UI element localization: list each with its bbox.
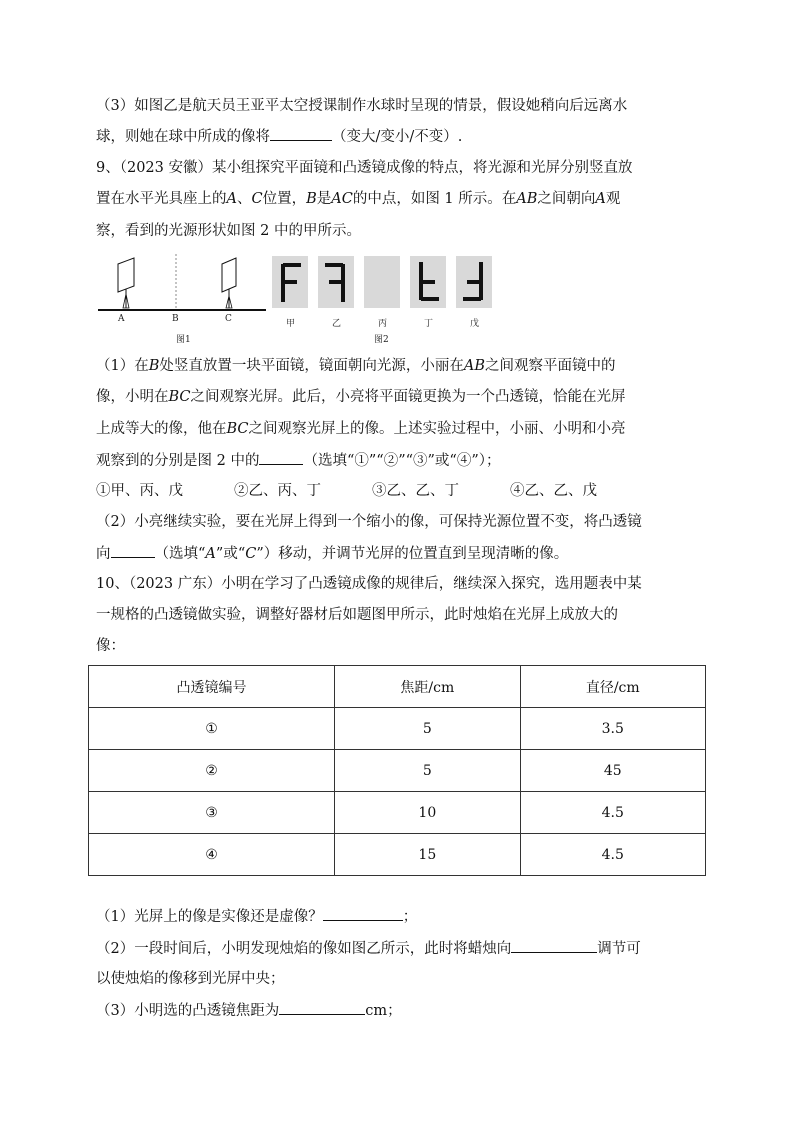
q9-var-ab: AB <box>463 358 486 374</box>
fig2-shape-bing <box>364 256 400 308</box>
fig1-label-b: B <box>172 314 179 324</box>
q10-1-text: （1）光屏上的像是实像还是虚像？ <box>96 909 323 925</box>
fig1-caption: 图1 <box>176 335 191 345</box>
q10-2-text: 调节可 <box>597 941 641 957</box>
q9-1-line1 <box>96 356 706 376</box>
fig2-label-ding: 丁 <box>424 319 434 329</box>
fig1-label-a: A <box>118 314 125 324</box>
fig2-shape-jia <box>272 256 308 308</box>
q9-text: 是 <box>316 191 332 207</box>
q9-1-text: 之间观察光屏上的像。上述实验过程中，小丽、小明和小亮 <box>248 421 626 437</box>
fig1-label-c: C <box>225 314 232 324</box>
q9-var-bc: BC <box>226 421 249 437</box>
q8-3-text-a: 球，则她在球中所成的像将 <box>96 129 270 145</box>
answer-blank-q10-3[interactable] <box>279 1000 365 1015</box>
q9-text: 位置， <box>262 191 307 207</box>
q10-2-line2: 以使烛焰的像移到光屏中央； <box>96 971 285 987</box>
table-cell: ③ <box>89 792 335 834</box>
q9-2-text: ”）移动，并调节光屏的位置直到呈现清晰的像。 <box>256 546 569 562</box>
answer-blank-q10-1[interactable] <box>323 906 403 921</box>
q9-2-line2 <box>96 543 706 564</box>
table-cell: 4.5 <box>520 792 705 834</box>
q10-3-text: （3）小明选的凸透镜焦距为 <box>96 1003 280 1019</box>
q9-var-a: A <box>205 546 216 562</box>
q10-3 <box>96 1000 706 1021</box>
q9-1-text: （1）在 <box>96 358 149 374</box>
option-1: ①甲、丙、戊 <box>96 483 183 499</box>
q9-1-text: 观察到的分别是图 2 中的 <box>96 453 260 469</box>
q9-1-text: 处竖直放置一块平面镜，镜面朝向光源，小丽在 <box>159 358 464 374</box>
fig2-label-jia: 甲 <box>286 319 296 329</box>
table-cell: 5 <box>335 708 520 750</box>
q10-line1: 10、（2023 广东）小明在学习了凸透镜成像的规律后，继续深入探究，选用题表中某 <box>96 576 642 592</box>
table-cell: 3.5 <box>520 708 705 750</box>
q9-line1: 9、（2023 安徽）某小组探究平面镜和凸透镜成像的特点，将光源和光屏分别竖直放 <box>96 160 633 176</box>
q9-2-line1: （2）小亮继续实验，要在光屏上得到一个缩小的像，可保持光源位置不变，将凸透镜 <box>96 514 642 530</box>
table-cell: ② <box>89 750 335 792</box>
fig2-label-bing: 丙 <box>378 319 388 329</box>
q10-line3: 像： <box>96 638 125 654</box>
table-cell: 5 <box>335 750 520 792</box>
option-3: ③乙、乙、丁 <box>372 483 459 499</box>
q9-var-ac: AC <box>331 191 353 207</box>
q10-line2: 一规格的凸透镜做实验，调整好器材后如题图甲所示，此时烛焰在光屏上成放大的 <box>96 607 618 623</box>
lens-spec-table <box>88 665 706 876</box>
table-cell: ④ <box>89 834 335 876</box>
q9-var-b: B <box>306 191 317 207</box>
table-header-row <box>89 666 706 708</box>
q9-text: 、 <box>236 191 252 207</box>
option-4: ④乙、乙、戊 <box>510 483 597 499</box>
q9-text: 观 <box>605 191 621 207</box>
q9-var-b: B <box>148 358 160 374</box>
q9-line3: 察，看到的光源形状如图 2 中的甲所示。 <box>96 223 361 239</box>
answer-blank-q9-1[interactable] <box>259 450 303 465</box>
q9-var-a: A <box>226 191 237 207</box>
answer-blank-q8-3[interactable] <box>270 126 332 141</box>
q10-3-text: cm； <box>365 1003 402 1019</box>
table-header-cell: 直径/cm <box>520 666 705 708</box>
light-screen-icon <box>222 258 236 292</box>
q8-3-line2 <box>96 126 706 147</box>
q9-var-bc: BC <box>168 389 191 405</box>
q9-var-c: C <box>245 546 257 562</box>
q9-2-text: 向 <box>96 546 111 562</box>
q9-1-text: （选填“①”“②”“③”或“④”）； <box>303 453 501 469</box>
table-cell: 10 <box>335 792 520 834</box>
table-cell: 45 <box>520 750 705 792</box>
q9-var-c: C <box>251 191 263 207</box>
q9-1-text: 上成等大的像，他在 <box>96 421 227 437</box>
table-row <box>89 834 706 876</box>
q9-text: 之间朝向 <box>537 191 596 207</box>
q10-1-text: ； <box>402 909 418 925</box>
q8-3-line1: （3）如图乙是航天员王亚平太空授课制作水球时呈现的情景，假设她稍向后远离水 <box>96 98 628 114</box>
q9-2-text: ”或“ <box>215 546 246 562</box>
q8-3-text-b: （变大/变小/不变）. <box>332 129 463 145</box>
q9-1-text: 之间观察平面镜中的 <box>485 358 616 374</box>
q9-1-line2 <box>96 387 706 407</box>
q9-var-a: A <box>595 191 606 207</box>
light-source-icon <box>118 258 134 292</box>
answer-blank-q10-2[interactable] <box>511 938 597 953</box>
table-row <box>89 708 706 750</box>
answer-blank-q9-2[interactable] <box>111 543 155 558</box>
fig2-shape-wu <box>456 256 492 308</box>
q9-1-line4 <box>96 450 706 471</box>
q9-2-text: （选填“ <box>154 546 206 562</box>
fig2-shape-yi <box>318 256 354 308</box>
table-header-cell: 凸透镜编号 <box>89 666 335 708</box>
q9-text: 置在水平光具座上的 <box>96 191 227 207</box>
table-cell: ① <box>89 708 335 750</box>
q9-1-text: 之间观察光屏。此后，小亮将平面镜更换为一个凸透镜，恰能在光屏 <box>190 389 626 405</box>
q10-1 <box>96 906 706 927</box>
table-header-cell: 焦距/cm <box>335 666 520 708</box>
q9-1-text: 像，小明在 <box>96 389 169 405</box>
q10-2-text: （2）一段时间后，小明发现烛焰的像如图乙所示，此时将蜡烛向 <box>96 941 512 957</box>
q9-1-line3 <box>96 419 706 439</box>
table-row <box>89 750 706 792</box>
fig2-label-yi: 乙 <box>332 319 342 329</box>
table-cell: 4.5 <box>520 834 705 876</box>
q10-2-line1 <box>96 938 706 959</box>
fig2-label-wu: 戊 <box>470 319 480 329</box>
table-row <box>89 792 706 834</box>
q9-var-ab: AB <box>516 191 538 207</box>
fig2-caption: 图2 <box>374 335 389 345</box>
table-cell: 15 <box>335 834 520 876</box>
option-2: ②乙、丙、丁 <box>234 483 321 499</box>
q9-line2 <box>96 189 706 209</box>
q9-figure <box>96 250 496 350</box>
fig2-shape-ding <box>410 256 446 308</box>
q9-text: 的中点，如图 1 所示。在 <box>352 191 517 207</box>
